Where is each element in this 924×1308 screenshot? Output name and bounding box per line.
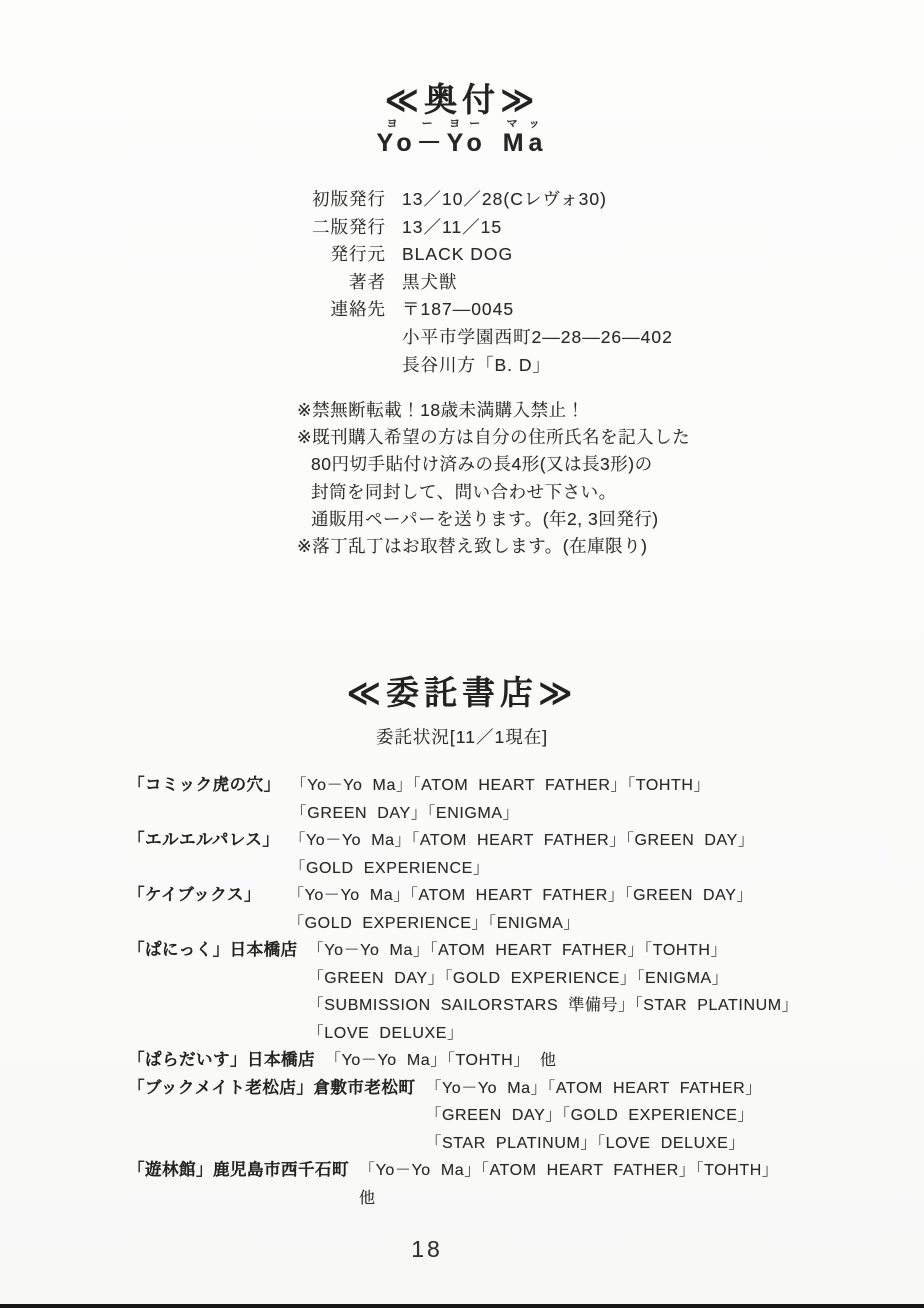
store-row — [128, 1075, 888, 1158]
store-title-line: 「Yo－Yo Ma」「ATOM HEART FATHER」「GREEN DAY」 — [289, 832, 755, 849]
consignment-heading: ≪委託書店≫ — [346, 674, 578, 711]
info-row — [281, 214, 673, 242]
store-titles — [325, 1047, 888, 1075]
store-title-line: 「SUBMISSION SAILORSTARS 準備号」「STAR PLATINUM」 — [307, 997, 799, 1014]
info-row — [281, 352, 673, 380]
purchase-notes-block — [297, 397, 690, 560]
store-row — [128, 1157, 888, 1212]
store-titles — [425, 1075, 888, 1158]
info-label: 二版発行 — [312, 216, 386, 237]
info-row — [281, 324, 673, 352]
store-titles — [308, 937, 888, 1047]
note-line: 通販用ペーパーを送ります。(年2, 3回発行) — [311, 508, 659, 529]
info-label: 発行元 — [330, 244, 386, 265]
info-row — [281, 186, 673, 214]
store-title-line: 「Yo－Yo Ma」「ATOM HEART FATHER」 — [425, 1079, 762, 1097]
colophon-heading: ≪奥付≫ — [384, 81, 540, 118]
title-segment: Maマッ — [502, 118, 548, 157]
info-value: 〒187—0045 — [402, 299, 515, 320]
note-line: ※既刊購入希望の方は自分の住所氏名を記入した — [297, 427, 691, 448]
consignment-store-list — [128, 772, 888, 1212]
consignment-status: 委託状況[11／1現在] — [375, 727, 549, 747]
info-value: 黒犬獣 — [402, 271, 458, 292]
info-row — [281, 296, 673, 324]
store-title-line: 「Yo－Yo Ma」「TOHTH」 他 — [325, 1052, 557, 1069]
store-name: 「ブックメイト老松店」倉敷市老松町 — [128, 1078, 416, 1097]
info-label — [281, 352, 386, 380]
info-row — [281, 269, 673, 297]
info-value: 小平市学園西町2—28—26—402 — [402, 326, 673, 347]
page-number: 18 — [411, 1236, 443, 1262]
info-label — [281, 324, 386, 352]
store-title-line: 「GOLD EXPERIENCE」 — [289, 859, 490, 877]
store-name: 「ぱにっく」日本橋店 — [128, 941, 298, 959]
info-label: 連絡先 — [330, 299, 386, 320]
store-row — [128, 772, 888, 827]
store-title-line: 「LOVE DELUXE」 — [307, 1024, 464, 1042]
publication-info-block — [281, 186, 673, 379]
store-name: 「ケイブックス」 — [128, 886, 262, 904]
store-row — [128, 937, 888, 1047]
info-row — [281, 241, 673, 269]
info-value: BLACK DOG — [402, 244, 514, 265]
note-line: 封筒を同封して、問い合わせ下さい。 — [311, 481, 617, 502]
store-title-line: 「STAR PLATINUM」「LOVE DELUXE」 — [425, 1134, 745, 1152]
store-titles — [289, 827, 888, 882]
store-title-line: 「Yo－Yo Ma」「ATOM HEART FATHER」「TOHTH」 — [290, 777, 711, 794]
store-titles — [359, 1157, 888, 1212]
note-line: ※禁無断転載！18歳未満購入禁止！ — [297, 400, 585, 420]
store-titles — [291, 772, 888, 827]
note-line: ※落丁乱丁はお取替え致します。(在庫限り) — [297, 536, 648, 557]
note-line: 80円切手貼付け済みの長4形(又は長3形)の — [311, 454, 653, 475]
title-segment: Yoヨー — [446, 118, 487, 157]
store-title-line: 「GOLD EXPERIENCE」「ENIGMA」 — [288, 914, 581, 932]
info-label: 著者 — [349, 271, 386, 292]
store-name: 「ぱらだいす」日本橋店 — [128, 1051, 315, 1069]
store-titles — [288, 882, 888, 937]
info-value: 13／11／15 — [402, 216, 503, 237]
store-title-line: 他 — [359, 1189, 376, 1207]
store-title-line: 「GREEN DAY」「GOLD EXPERIENCE」 — [425, 1107, 755, 1124]
store-name: 「遊林館」鹿児島市西千石町 — [128, 1161, 349, 1179]
store-title-line: 「GREEN DAY」「GOLD EXPERIENCE」「ENIGMA」 — [307, 969, 729, 987]
title-romaji-with-furigana — [0, 118, 924, 159]
store-title-line: 「Yo－Yo Ma」「ATOM HEART FATHER」「TOHTH」 — [307, 942, 728, 959]
store-title-line: 「Yo－Yo Ma」「ATOM HEART FATHER」「TOHTH」 — [359, 1162, 779, 1179]
store-name: 「エルエルパレス」 — [128, 831, 280, 849]
info-value: 長谷川方「B. D」 — [402, 354, 552, 375]
store-row — [128, 1047, 888, 1075]
info-value: 13／10／28(Cレヴォ30) — [402, 189, 607, 209]
store-row — [128, 882, 888, 937]
title-segment: Yo－ヨー — [376, 118, 447, 157]
store-row — [128, 827, 888, 882]
store-title-line: 「Yo－Yo Ma」「ATOM HEART FATHER」「GREEN DAY」 — [288, 887, 754, 904]
info-label: 初版発行 — [312, 189, 386, 209]
store-title-line: 「GREEN DAY」「ENIGMA」 — [290, 804, 520, 822]
store-name: 「コミック虎の穴」 — [128, 776, 281, 794]
